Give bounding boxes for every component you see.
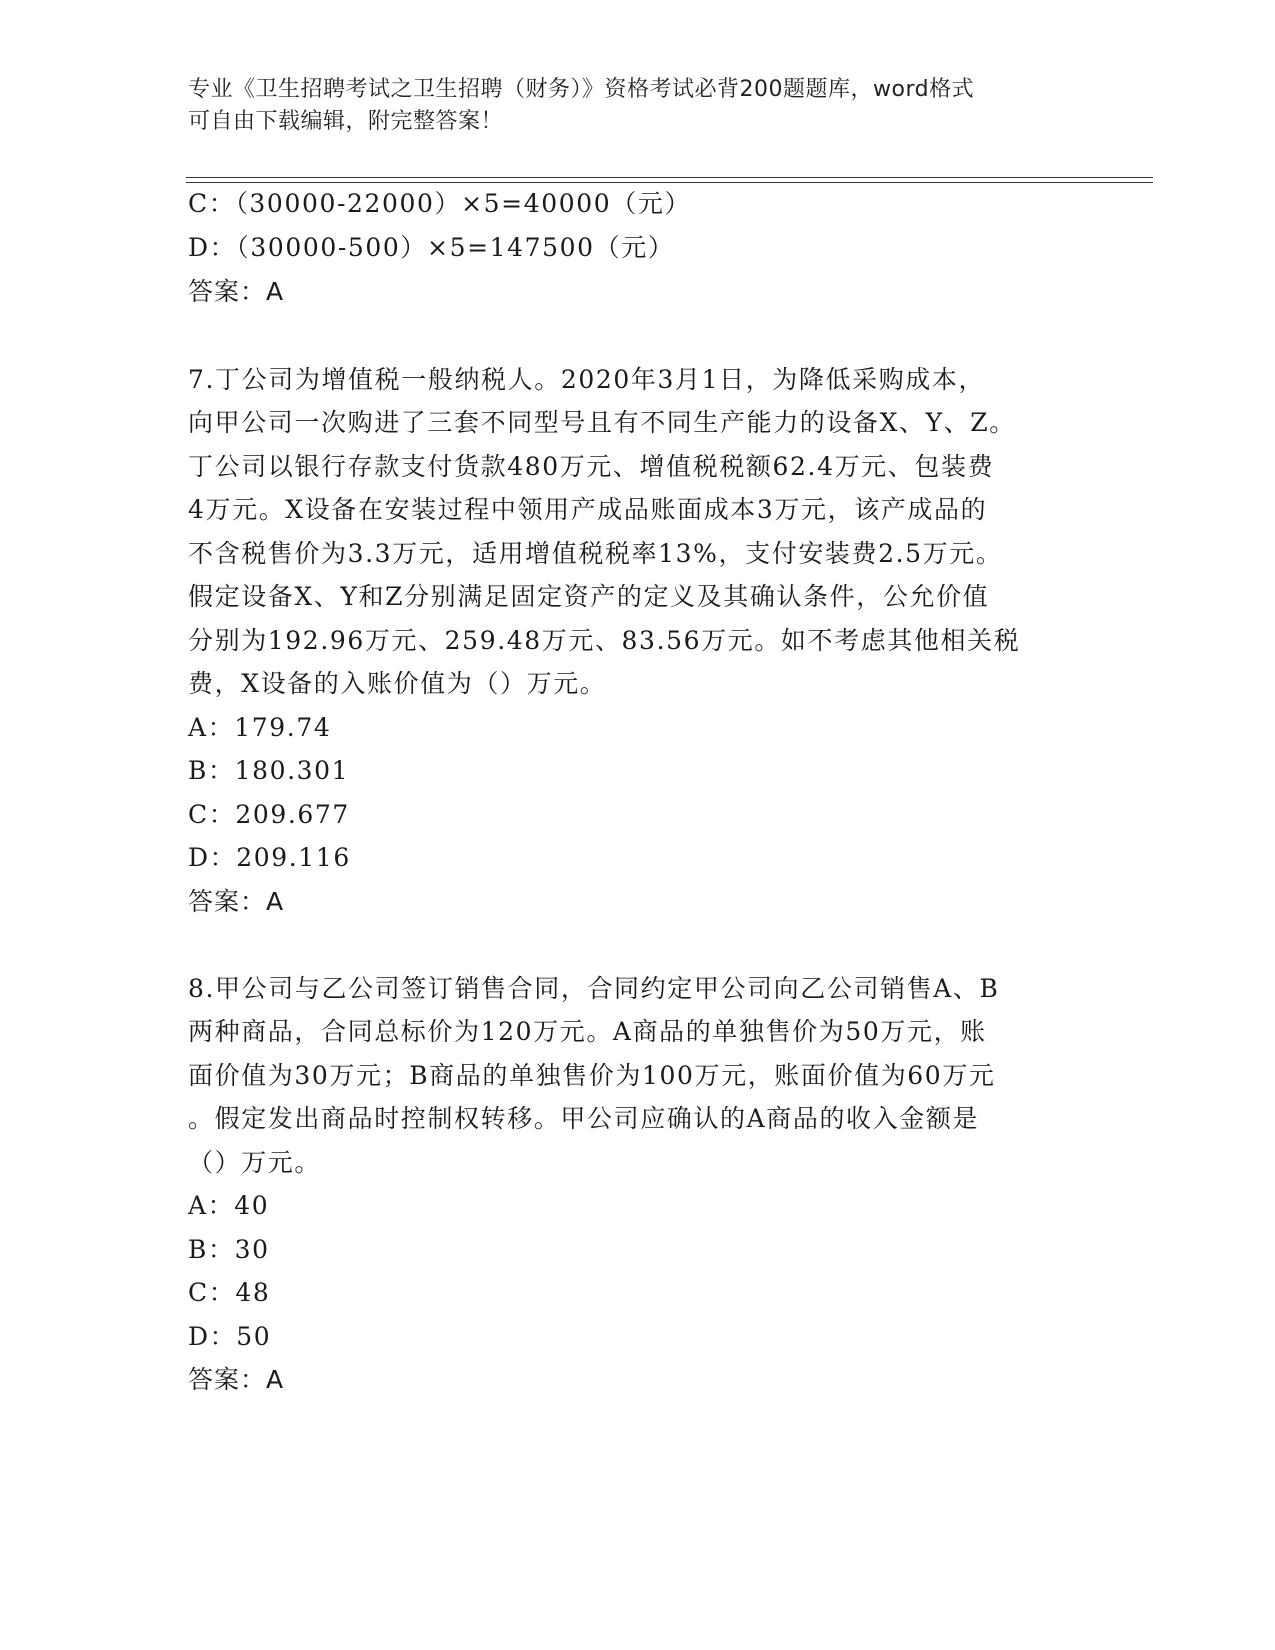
header-divider-top <box>186 177 1153 178</box>
q8-answer: 答案：A <box>188 1365 285 1394</box>
q7-option-b: B：180.301 <box>188 756 350 785</box>
q7-stem-line: 7.丁公司为增值税一般纳税人。2020年3月1日，为降低采购成本， <box>188 365 986 394</box>
q7-option-a: A：179.74 <box>188 713 332 742</box>
header-divider-bottom <box>186 182 1153 183</box>
header-line-1: 专业《卫生招聘考试之卫生招聘（财务）》资格考试必背200题题库，word格式 <box>188 77 975 102</box>
q7-stem-line: 费，X设备的入账价值为（）万元。 <box>188 669 607 698</box>
header-line-2: 可自由下载编辑，附完整答案！ <box>188 109 504 134</box>
document-header <box>188 74 1068 138</box>
q7-stem-line: 4万元。X设备在安装过程中领用产成品账面成本3万元，该产成品的 <box>188 495 988 524</box>
q8-option-a: A：40 <box>188 1191 270 1220</box>
q7-option-d: D：209.116 <box>188 843 351 872</box>
q8-stem-line: 8.甲公司与乙公司签订销售合同，合同约定甲公司向乙公司销售A、B <box>188 974 1000 1003</box>
q7-stem-line: 分别为192.96万元、259.48万元、83.56万元。如不考虑其他相关税 <box>188 626 1021 655</box>
q7-stem-line: 向甲公司一次购进了三套不同型号且有不同生产能力的设备X、Y、Z。 <box>188 408 1016 437</box>
q8-stem-line: 。假定发出商品时控制权转移。甲公司应确认的A商品的收入金额是 <box>188 1104 980 1133</box>
q8-option-b: B：30 <box>188 1235 270 1264</box>
prev-option-c: C：（30000-22000）×5=40000（元） <box>188 189 692 218</box>
q8-stem-line: 两种商品，合同总标价为120万元。A商品的单独售价为50万元，账 <box>188 1017 987 1046</box>
q8-stem-line: （）万元。 <box>188 1148 322 1177</box>
q8-option-c: C：48 <box>188 1278 271 1307</box>
q7-stem-line: 假定设备X、Y和Z分别满足固定资产的定义及其确认条件，公允价值 <box>188 582 990 611</box>
prev-option-d: D：（30000-500）×5=147500（元） <box>188 233 675 262</box>
q8-option-d: D：50 <box>188 1322 272 1351</box>
q7-stem-line: 不含税售价为3.3万元，适用增值税税率13%，支付安装费2.5万元。 <box>188 539 1003 568</box>
q7-stem-line: 丁公司以银行存款支付货款480万元、增值税税额62.4万元、包装费 <box>188 452 995 481</box>
q8-stem-line: 面价值为30万元；B商品的单独售价为100万元，账面价值为60万元 <box>188 1061 996 1090</box>
prev-answer: 答案：A <box>188 277 285 306</box>
q7-answer: 答案：A <box>188 887 285 916</box>
q7-option-c: C：209.677 <box>188 800 350 829</box>
